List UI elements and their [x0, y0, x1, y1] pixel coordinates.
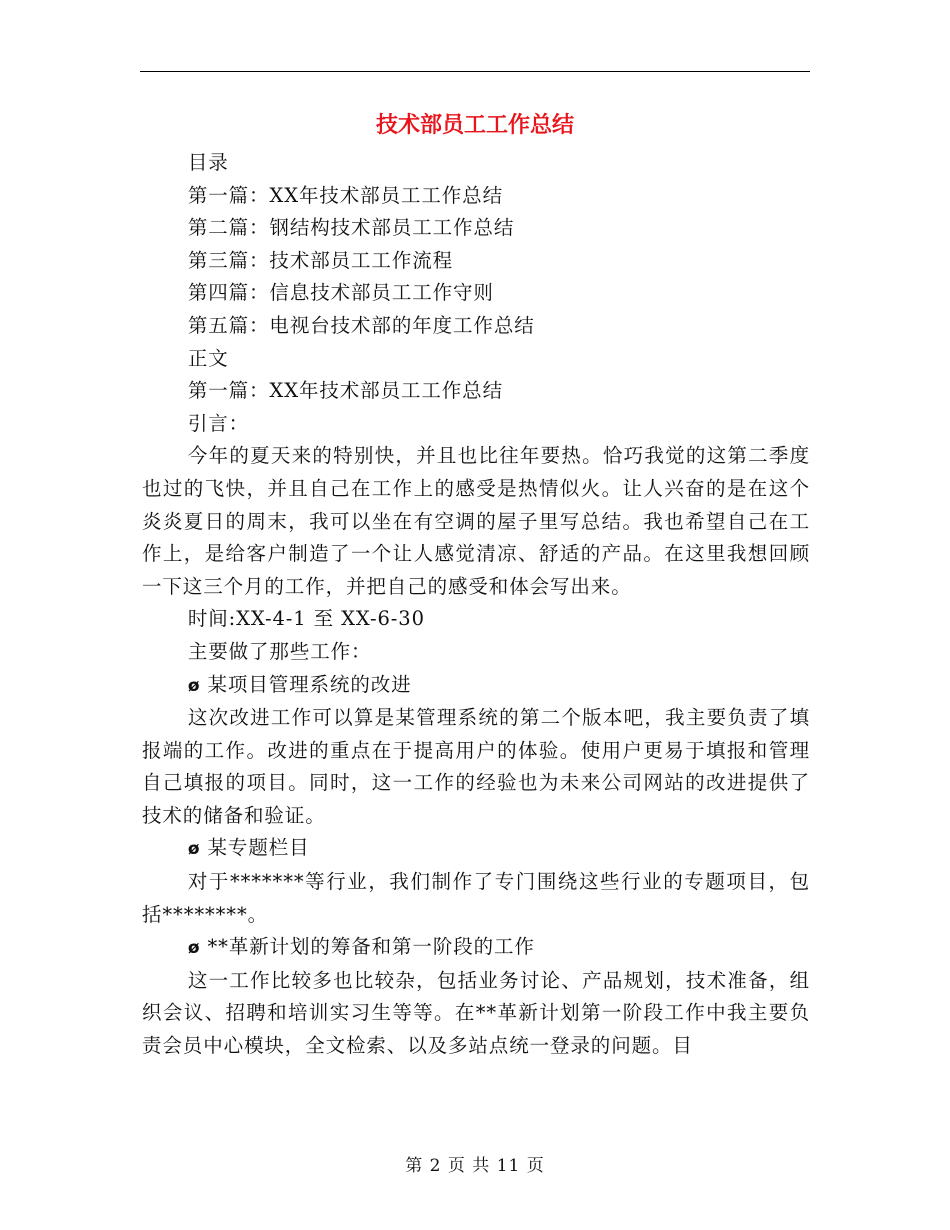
toc-heading: 目录	[187, 151, 229, 174]
toc-item: 第二篇：钢结构技术部员工工作总结	[187, 216, 515, 240]
section-paragraph: 对于*******等行业，我们制作了专门围绕这些行业的专题项目，包括********。	[142, 870, 810, 926]
intro-label: 引言：	[187, 411, 250, 435]
toc-item: 第五篇：电视台技术部的年度工作总结	[187, 313, 535, 337]
work-intro: 主要做了那些工作：	[187, 639, 372, 663]
bullet-icon: ø	[187, 675, 201, 696]
toc-item: 第三篇：技术部员工工作流程	[187, 248, 454, 272]
section-heading	[142, 832, 810, 866]
article-heading: 第一篇：XX年技术部员工工作总结	[187, 379, 503, 403]
intro-paragraph: 今年的夏天来的特别快，并且也比往年要热。恰巧我觉的这第二季度也过的飞快，并且自己在工作上的感受是热情似火。让人兴奋的是在这个炎炎夏日的周末，我可以坐在有空调的屋子里写总结。我也希望自己在工作上，是给客户制造了一个让人感觉清凉、舒适的产品。在这里我想回顾一下这三个月的工作，并把自己的感受和体会写出来。	[142, 444, 810, 598]
page-footer: 第 2 页 共 11 页	[405, 1156, 545, 1176]
document-body	[142, 147, 810, 1063]
section-paragraph: 这次改进工作可以算是某管理系统的第二个版本吧，我主要负责了填报端的工作。改进的重点在于提高用户的体验。使用户更易于填报和管理自己填报的项目。同时，这一工作的经验也为未来公司网站的改进提供了技术的储备和验证。	[142, 706, 810, 827]
section-paragraph: 这一工作比较多也比较杂，包括业务讨论、产品规划，技术准备，组织会议、招聘和培训实习生等等。在**革新计划第一阶段工作中我主要负责会员中心模块，全文检索、以及多站点统一登录的问题。目	[142, 968, 810, 1058]
section-heading	[142, 669, 810, 703]
toc-item: 第四篇：信息技术部员工工作守则	[187, 281, 494, 305]
document-title: 技术部员工工作总结	[375, 112, 574, 138]
bullet-icon: ø	[187, 839, 201, 860]
main-heading: 正文	[187, 346, 229, 370]
section-heading-text: 某项目管理系统的改进	[207, 672, 412, 696]
section-heading-text: 某专题栏目	[207, 836, 310, 860]
section-heading-text: **革新计划的筹备和第一阶段的工作	[207, 935, 535, 959]
time-range: 时间:XX-4-1 至 XX-6-30	[187, 607, 425, 631]
bullet-icon: ø	[187, 938, 201, 959]
toc-item: 第一篇：XX年技术部员工工作总结	[187, 183, 503, 207]
header-rule	[140, 71, 810, 72]
section-heading	[142, 931, 810, 965]
